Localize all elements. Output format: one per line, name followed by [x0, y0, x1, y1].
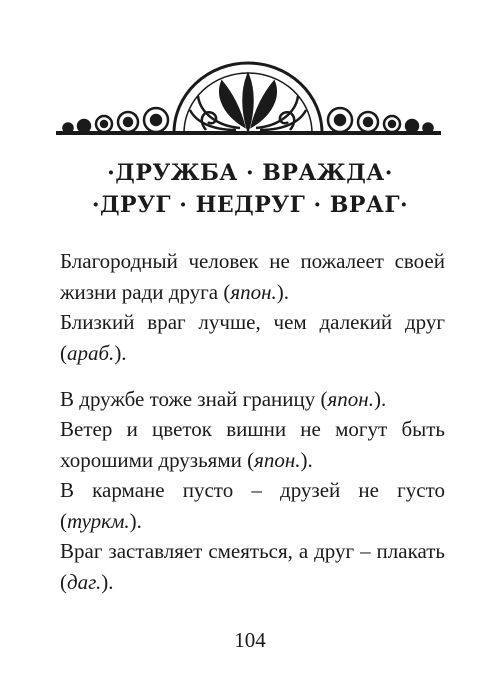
proverb-1: Благородный человек не пожалеет своей жизни ради друга (япон.).	[60, 249, 445, 304]
proverb-2-origin: араб.	[67, 340, 115, 365]
proverb-4: Ветер и цветок вишни не могут быть хорошими друзьями (япон.).	[60, 417, 445, 472]
proverb-3-origin: япон.	[327, 387, 374, 411]
chapter-heading-line-1: ·ДРУЖБА · ВРАЖДА·	[107, 160, 393, 186]
page-number: 104	[234, 628, 266, 652]
chapter-heading-line-2: ·ДРУГ · НЕДРУГ · ВРАГ·	[91, 192, 409, 218]
proverb-6-origin: даг.	[67, 569, 102, 594]
proverb-1-origin: япон.	[230, 279, 277, 304]
proverb-2: Близкий враг лучше, чем далекий друг (араб.).	[60, 310, 445, 365]
proverb-5-origin: туркм.	[67, 508, 130, 533]
proverb-3: В дружбе тоже знай границу (япон.).	[60, 387, 387, 411]
ornament-icon	[56, 60, 441, 140]
proverb-4-origin: япон.	[254, 447, 301, 472]
proverb-5: В кармане пусто – друзей не густо (туркм.).	[60, 478, 445, 533]
proverb-6: Враг заставляет смеяться, а друг – плакать (даг.).	[60, 539, 445, 594]
